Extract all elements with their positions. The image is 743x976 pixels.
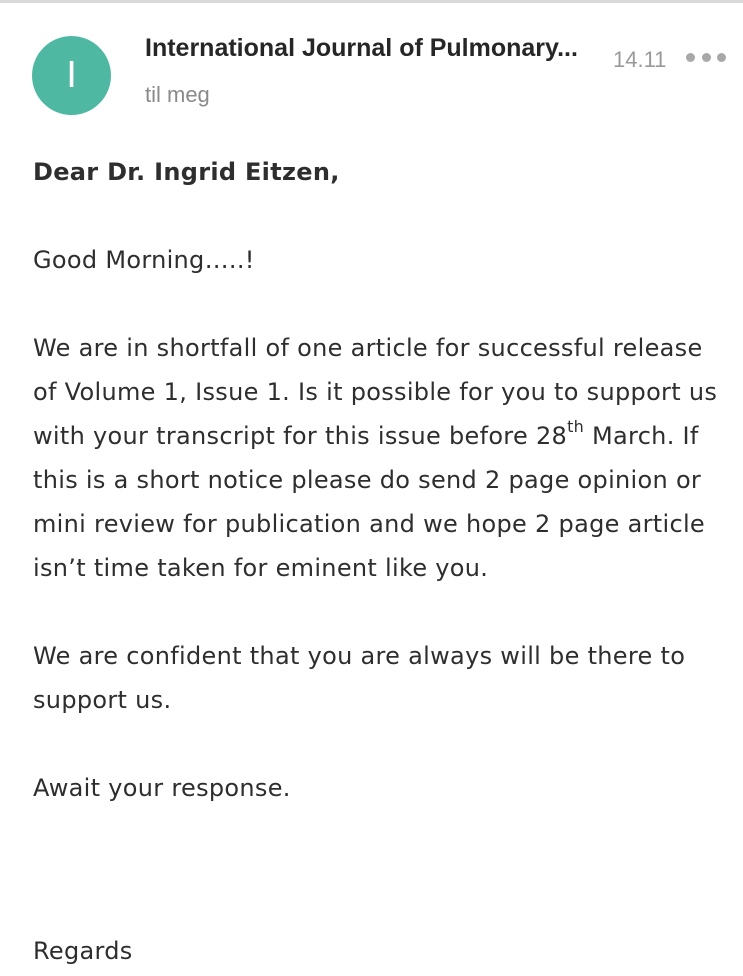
avatar-letter: I [66,55,77,96]
paragraph-confidence: We are confident that you are always will be there to support us. [33,642,686,714]
sender-name[interactable]: International Journal of Pulmonary... [145,34,578,62]
paragraph-request-text-1: We are in shortfall of one article for successful release of Volume 1, Issue 1. Is it possible for you to support us with your transcript for this issue before 28 [33,334,718,450]
more-dot [686,53,695,62]
more-horizontal-icon[interactable] [686,42,726,72]
good-morning-line: Good Morning…..! [33,246,255,274]
email-header [0,0,743,130]
paragraph-await: Await your response. [33,774,291,802]
more-dot [717,53,726,62]
paragraph-request-text-2: March. If this is a short notice please do send 2 page opinion or mini review for publication and we hope 2 page article isn’t time taken for eminent like you. [33,422,705,582]
message-time: 14.11 [613,47,667,72]
sender-avatar[interactable] [32,36,111,115]
closing-line: Regards [33,937,133,965]
email-body [33,150,723,810]
ordinal-suffix: th [567,417,585,436]
recipient-label[interactable]: til meg [145,82,210,107]
greeting-line: Dear Dr. Ingrid Eitzen, [33,158,340,186]
paragraph-request [33,326,723,590]
more-dot [702,53,711,62]
